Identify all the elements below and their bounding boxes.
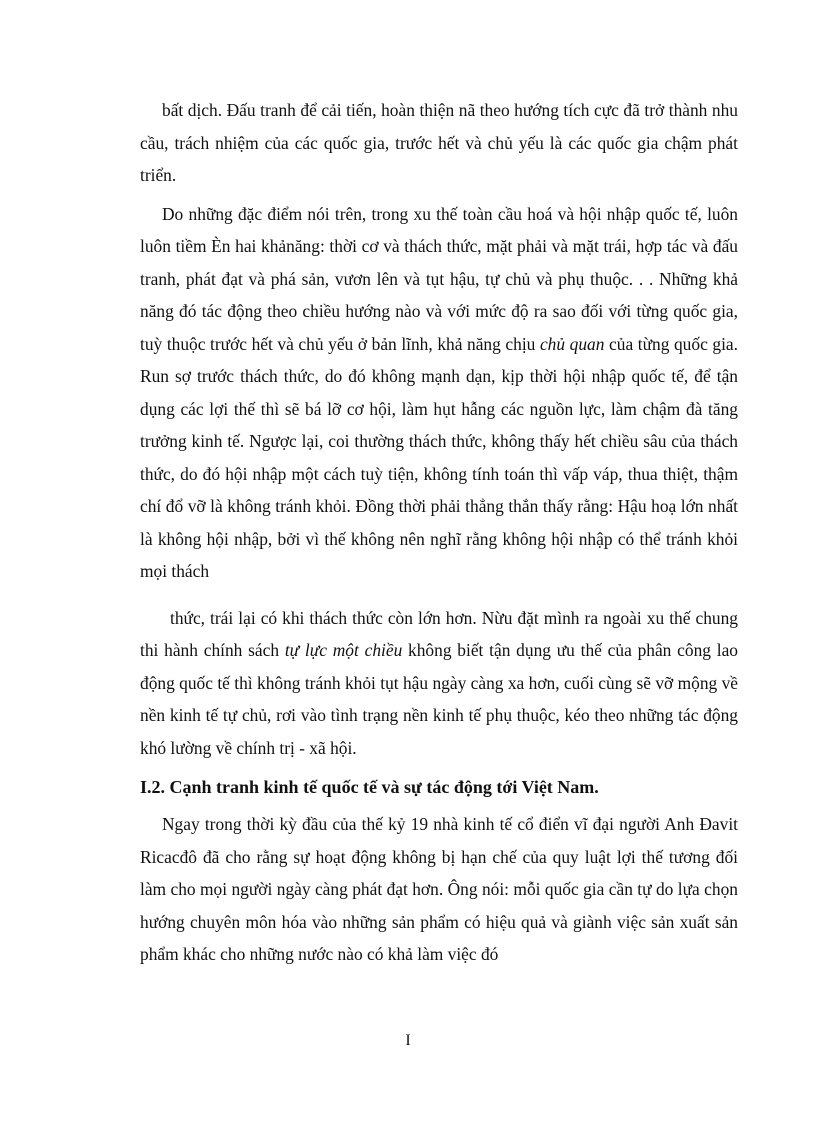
paragraph-2-italic: chủ quan <box>539 333 605 354</box>
paragraph-3 <box>140 602 738 765</box>
section-heading: I.2. Cạnh tranh kinh tế quốc tế và sự tác động tới Việt Nam. <box>140 777 599 797</box>
paragraph-1: bất dịch. Đấu tranh để cải tiến, hoàn thiện nã theo hướng tích cực đã trở thành nhu cầu, trách nhiệm của các quốc gia, trước hết và chủ yếu là các quốc gia chậm phát triển. <box>140 100 738 185</box>
paragraph-2 <box>140 198 738 588</box>
page-number: I <box>405 1032 411 1049</box>
paragraph-3-text-b: không biết tận dụng ưu thế của phân công lao động quốc tế thì không tránh khỏi tụt hậu ngày càng xa hơn, cuối cùng sẽ vỡ mộng về nền kinh tế tự chủ, rơi vào tình trạng nền kinh tế phụ thuộc, kéo theo những tác động khó lường về chính trị - xã hội. <box>140 640 738 758</box>
paragraph-4: Ngay trong thời kỳ đầu của thế kỷ 19 nhà kinh tế cổ điển vĩ đại người Anh Đavit Ricacđô đã cho rằng sự hoạt động không bị hạn chế của quy luật lợi thế tương đối làm cho mọi người ngày càng phát đạt hơn. Ông nói: mỗi quốc gia cần tự do lựa chọn hướng chuyên môn hóa vào những sản phẩm có hiệu quả và giành việc sản xuất sản phẩm khác cho những nước nào có khả làm việc đó <box>140 814 738 964</box>
paragraph-3-italic: tự lực một chiều <box>284 640 403 660</box>
document-body <box>140 94 738 971</box>
paragraph-2-text-b: của từng quốc gia. Run sợ trước thách thức, do đó không mạnh dạn, kịp thời hội nhập quốc tế, để tận dụng các lợi thế thì sẽ bá lỡ cơ hội, làm hụt hẫng các nguồn lực, làm chậm đà tăng trưởng kinh tế. Ngược lại, coi thường thách thức, không thấy hết chiều sâu của thách thức, do đó hội nhập một cách tuỳ tiện, không tính toán thì vấp váp, thua thiệt, thậm chí đổ vỡ là không tránh khỏi. Đồng thời phải thẳng thắn thấy rằng: Hậu hoạ lớn nhất là không hội nhập, bởi vì thế không nên nghĩ rằng không hội nhập có thể tránh khỏi mọi thách <box>140 333 738 581</box>
paragraph-2-text-a: Do những đặc điểm nói trên, trong xu thế toàn cầu hoá và hội nhập quốc tế, luôn luôn tiềm Èn hai khảnăng: thời cơ và thách thức, mặt phải và mặt trái, hợp tác và đấu tranh, phát đạt và phá sản, vươn lên và tụt hậu, tự chủ và phụ thuộc. . . Những khả năng đó tác động theo chiều hướng nào và với mức độ ra sao đối với từng quốc gia, tuỳ thuộc trước hết và chủ yếu ở bản lĩnh, khả năng chịu <box>140 203 738 354</box>
paragraph-3-text-a: thức, trái lại có khi thách thức còn lớn hơn. Nừu đặt mình ra ngoài xu thế chung thi hành chính sách <box>140 607 738 660</box>
